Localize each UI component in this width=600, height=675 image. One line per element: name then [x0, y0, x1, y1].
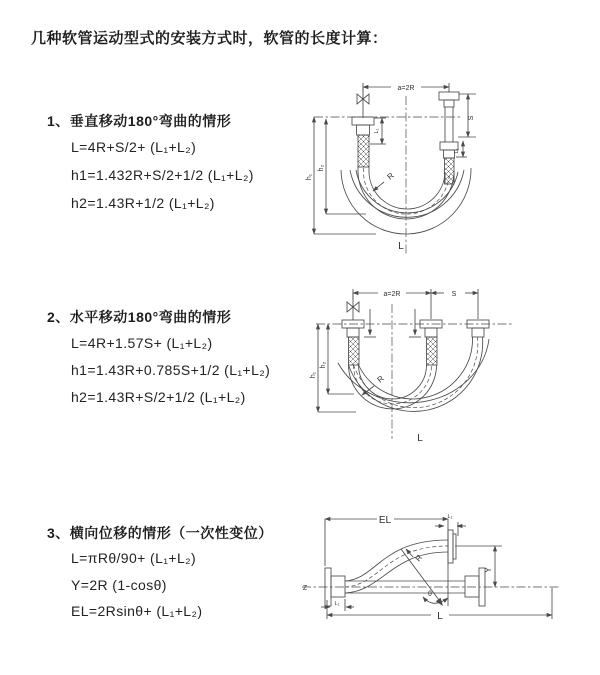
dimension-h1-h2 [314, 117, 376, 234]
length-label: L [417, 433, 423, 444]
dim-label-a2r: a=2R [383, 291, 401, 298]
dim-label-l1-top: L₁ [447, 514, 453, 520]
left-pipe-fitting [342, 320, 364, 365]
section-1-formula-h1: h1=1.432R+S/2+1/2 (L₁+L₂) [71, 167, 254, 183]
dim-label-h2: h₂ [320, 361, 327, 369]
diagram-horizontal-180-bend [308, 279, 598, 451]
dim-label-l1-left: L₁ [374, 128, 380, 134]
dim-label-s: S [451, 291, 457, 298]
dim-label-s: S [468, 115, 475, 121]
braided-hose-section [427, 337, 438, 365]
section-2-formula-L: L=4R+1.57S+ (L₁+L₂) [71, 335, 213, 351]
length-label: L [398, 241, 404, 252]
dim-label-l1-right: L₁ [454, 148, 460, 154]
dim-label-el: EL [378, 515, 392, 526]
angle-construction [401, 549, 448, 606]
right-pipe-fitting [439, 92, 459, 184]
middle-pipe-fitting [420, 320, 442, 365]
angle-label-theta: θ [428, 591, 432, 598]
section-3-heading: 3、横向位移的情形（一次性变位） [47, 525, 273, 541]
dim-label-h2: h₂ [318, 164, 325, 172]
dim-label-h1: h₁ [310, 371, 317, 379]
section-3-formula-Y: Y=2R (1-cosθ) [71, 577, 167, 593]
right-pipe-fitting [467, 320, 489, 337]
section-1-formula-L: L=4R+S/2+ (L₁+L₂) [71, 139, 197, 155]
dim-label-y: Y [484, 567, 493, 573]
dimension-el [325, 519, 448, 566]
radius-leader [406, 549, 413, 557]
braided-hose-section [349, 337, 360, 365]
dimension-l1-top [435, 522, 466, 536]
left-pipe-fitting [352, 117, 374, 167]
length-label: L [437, 611, 443, 622]
section-1-heading: 1、垂直移动180°弯曲的情形 [47, 113, 232, 129]
dim-label-h1: h₁ [306, 173, 313, 181]
centerline-mark-z: Z [302, 585, 308, 592]
braided-hose-section [358, 135, 369, 167]
dim-label-l1-left: L₁ [334, 601, 340, 607]
section-1-formula-h2: h2=1.43R+1/2 (L₁+L₂) [71, 195, 215, 211]
page-title: 几种软管运动型式的安装方式时，软管的长度计算： [31, 30, 388, 47]
diagram-vertical-180-bend [306, 74, 598, 266]
hose-end-ticks [364, 309, 421, 337]
section-2-formula-h2: h2=1.43R+S/2+1/2 (L₁+L₂) [71, 389, 246, 405]
radius-label: R [413, 553, 425, 564]
dimension-s [458, 94, 476, 137]
section-2-heading: 2、水平移动180°弯曲的情形 [47, 309, 232, 325]
section-3-formula-EL: EL=2Rsinθ+ (L₁+L₂) [71, 603, 203, 619]
valve-icon [357, 87, 369, 118]
s-curve-hose-displaced [345, 540, 448, 593]
centerlines [316, 304, 513, 439]
dim-label-a2r: a=2R [397, 85, 415, 92]
radius-leader [373, 182, 384, 191]
section-2-formula-h1: h1=1.43R+0.785S+1/2 (L₁+L₂) [71, 362, 271, 378]
upper-flange [448, 530, 456, 563]
radius-label: R [375, 373, 386, 385]
valve-icon [347, 293, 359, 320]
section-3-formula-L: L=πRθ/90+ (L₁+L₂) [71, 550, 197, 566]
braided-hose-section [445, 158, 455, 184]
u-bend-hose-displaced [338, 337, 489, 411]
diagram-lateral-displacement [297, 502, 599, 654]
radius-label: R [385, 170, 396, 182]
